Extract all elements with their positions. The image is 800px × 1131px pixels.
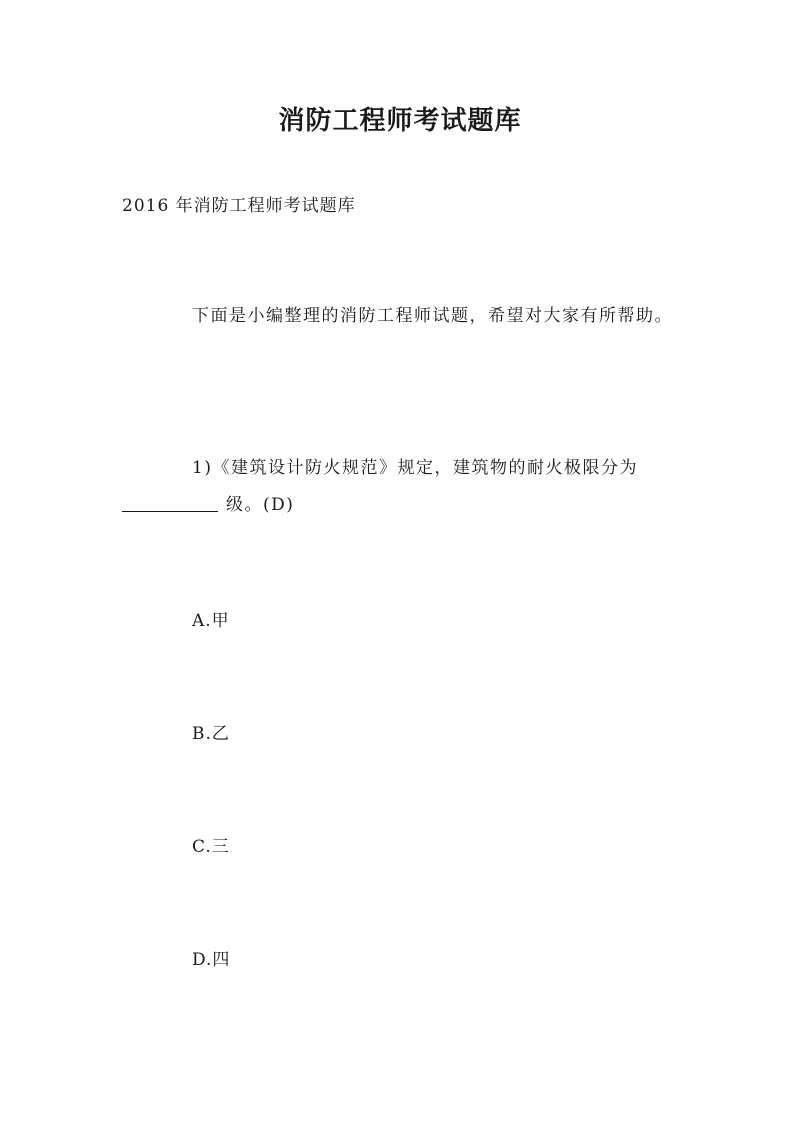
page-title: 消防工程师考试题库 <box>278 106 522 136</box>
question-text-prefix: 1)《建筑设计防火规范》规定，建筑物的耐火极限分为 <box>192 458 638 478</box>
intro-paragraph: 下面是小编整理的消防工程师试题，希望对大家有所帮助。 <box>192 306 673 326</box>
question-text-suffix: 级。(D) <box>226 495 295 515</box>
option-d: D.四 <box>192 950 231 970</box>
option-b: B.乙 <box>192 724 230 744</box>
option-c: C.三 <box>192 837 230 857</box>
question-1 <box>122 450 682 524</box>
answer-blank <box>122 493 218 512</box>
document-subtitle: 2016 年消防工程师考试题库 <box>122 196 356 216</box>
option-a: A.甲 <box>192 611 230 631</box>
